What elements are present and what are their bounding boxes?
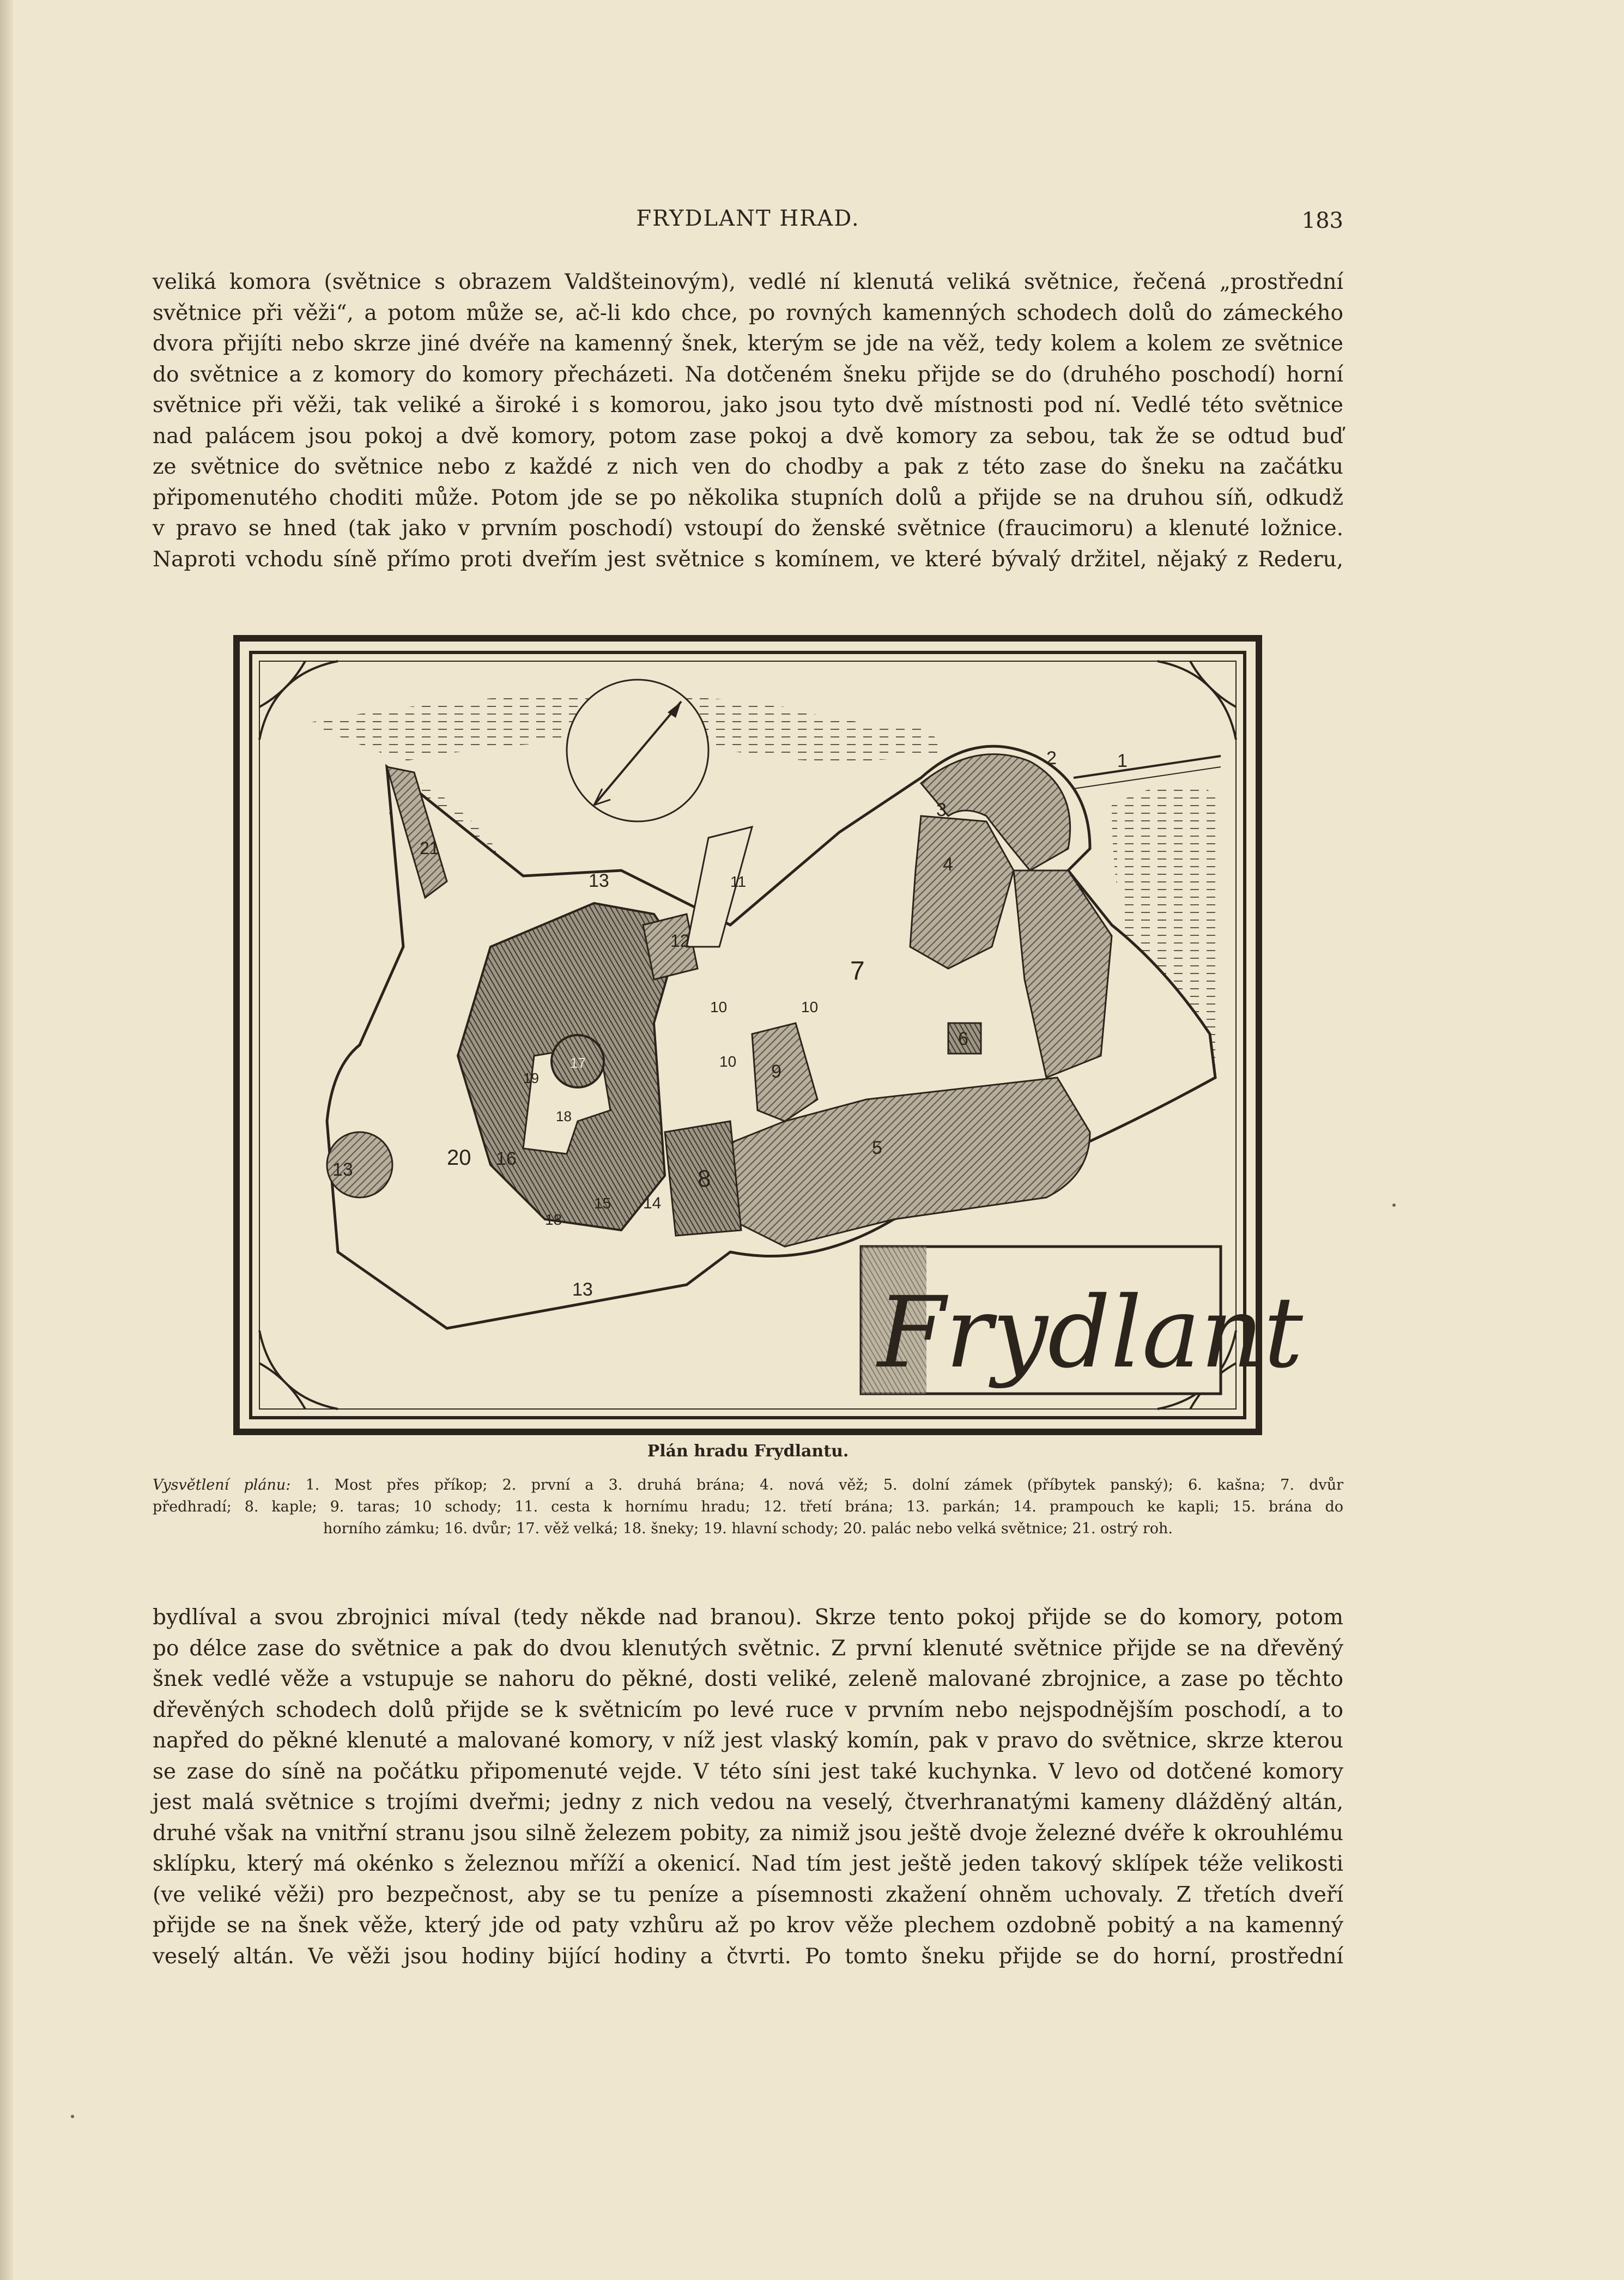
- castle-plan-illustration: [233, 635, 1303, 1435]
- plan-caption-title: Plán hradu Frydlantu.: [647, 1442, 849, 1461]
- text-line: Naproti vchodu síně přímo proti dveřím jest světnice s komínem, ve které bývalý držitel, nějaký z Rederu,: [153, 547, 1343, 572]
- text-line: bydlíval a svou zbrojnici míval (tedy někde nad branou). Skrze tento pokoj přijde se do komory, potom: [153, 1605, 1343, 1630]
- plan-label: 8: [698, 1165, 711, 1192]
- text-line: světnice při věži“, a potom může se, ač-li kdo chce, po rovných kamenných schodech dolů do zámeckého: [153, 300, 1343, 325]
- text-line: dvora přijíti nebo skrze jiné dvéře na kamenný šnek, kterým se jde na věž, tedy kolem a kolem ze světnice: [153, 331, 1343, 356]
- plan-title-lettering: Frydlant: [877, 1276, 1303, 1390]
- text-line: připomenutého choditi může. Potom jde se po několika stupních dolů a přijde se na druhou síň, odkudž: [153, 485, 1343, 510]
- text-line: sklípku, který má okénko s železnou mříží a okenicí. Nad tím jest ještě jeden takový sklípek téže velikosti: [153, 1852, 1343, 1876]
- legend-lead: Vysvětlení plánu:: [153, 1477, 291, 1493]
- legend-text: 1. Most přes příkop; 2. první a 3. druhá brána; 4. nová věž; 5. dolní zámek (příbytek panský); 6. kašna; 7. dvůr: [305, 1477, 1343, 1493]
- plan-caption-legend: [153, 1474, 1343, 1540]
- legend-line: horního zámku; 16. dvůr; 17. věž velká; 18. šneky; 19. hlavní schody; 20. palác nebo velká světnice; 21. ostrý roh.: [323, 1520, 1173, 1537]
- plan-label: 18: [556, 1108, 572, 1124]
- plan-label: 10: [710, 999, 728, 1015]
- plan-label: 5: [872, 1138, 882, 1158]
- compass-rose-icon: [567, 680, 708, 821]
- text-line: ze světnice do světnice nebo z každé z nich ven do chodby a pak z této zase do šneku na začátku: [153, 455, 1343, 479]
- plan-label: 10: [719, 1053, 737, 1070]
- text-line: do světnice a z komory do komory přecházeti. Na dotčeném šneku přijde se do (druhého poschodí) horní: [153, 362, 1343, 387]
- running-head: FRYDLANT HRAD.: [636, 206, 860, 231]
- text-line: veliká komora (světnice s obrazem Valdšteinovým), vedlé ní klenutá veliká světnice, řečená „prostřední: [153, 270, 1343, 294]
- plan-label: 19: [523, 1070, 539, 1086]
- text-line: veselý altán. Ve věži jsou hodiny bijící hodiny a čtvrti. Po tomto šneku přijde se do horní, prostřední: [153, 1944, 1343, 1969]
- plan-label: 3: [936, 800, 947, 820]
- plan-label: 18: [545, 1211, 562, 1228]
- plan-label: 21: [420, 838, 439, 858]
- legend-line: předhradí; 8. kaple; 9. taras; 10 schody; 11. cesta k hornímu hradu; 12. třetí brána; 13. parkán; 14. prampouch ke kapli; 15. brána do: [153, 1498, 1343, 1515]
- plan-label: 20: [447, 1146, 471, 1170]
- castle-plan-drawing: [240, 642, 1303, 1429]
- plan-label: 10: [801, 999, 819, 1015]
- plan-label: 12: [670, 931, 690, 951]
- page-header: [153, 206, 1343, 239]
- paragraph-bottom: [153, 1602, 1343, 1972]
- plan-label: 14: [643, 1194, 662, 1212]
- plan-label: 13: [589, 870, 609, 891]
- text-line: světnice při věži, tak veliké a široké i s komorou, jako jsou tyto dvě místnosti pod ní. Vedlé této světnice: [153, 393, 1343, 418]
- text-line: přijde se na šnek věže, který jde od paty vzhůru až po krov věže plechem ozdobně pobitý a na kamenný: [153, 1913, 1343, 1938]
- page-binding-edge: [0, 0, 13, 2280]
- plan-label: 4: [943, 854, 953, 875]
- plan-label: 9: [771, 1061, 781, 1082]
- legend-line: [153, 1474, 1343, 1496]
- plan-label: 13: [332, 1159, 353, 1180]
- plan-label: 11: [730, 873, 747, 890]
- margin-speck: [1392, 1203, 1396, 1207]
- text-line: druhé však na vnitřní stranu jsou silně železem pobity, za nimiž jsou ještě dvoje železné dvéře k okrouhlému: [153, 1821, 1343, 1846]
- paragraph-top: [153, 267, 1343, 575]
- plan-label: 1: [1117, 751, 1128, 771]
- page-number: 183: [1301, 208, 1343, 233]
- plan-label: 2: [1046, 748, 1057, 769]
- text-line: se zase do síně na počátku připomenuté vejde. V této síni jest také kuchynka. V levo od dotčené komory: [153, 1759, 1343, 1784]
- text-line: šnek vedlé věže a vstupuje se nahoru do pěkné, dosti veliké, zeleně malované zbrojnice, a zase po těchto: [153, 1667, 1343, 1691]
- text-line: (ve veliké věži) pro bezpečnost, aby se tu peníze a písemnosti zkažení ohněm uchovaly. Z třetích dveří: [153, 1882, 1343, 1907]
- text-line: jest malá světnice s trojími dveřmi; jedny z nich vedou na veselý, čtverhranatými kameny dlážděný altán,: [153, 1790, 1343, 1815]
- plan-label: 15: [594, 1195, 611, 1212]
- plan-label: 17: [570, 1055, 586, 1071]
- text-line: dřevěných schodech dolů přijde se k světnicím po levé ruce v prvním nebo nejspodnějším poschodí, a to: [153, 1697, 1343, 1722]
- text-line: po délce zase do světnice a pak do dvou klenutých světnic. Z první klenuté světnice přijde se na dřevěný: [153, 1636, 1343, 1661]
- bridge-over-moat: [1074, 756, 1221, 778]
- text-line: nad palácem jsou pokoj a dvě komory, potom zase pokoj a dvě komory za sebou, tak že se odtud buď: [153, 424, 1343, 449]
- plan-label: 16: [496, 1148, 517, 1169]
- plan-label: 13: [572, 1279, 593, 1300]
- plan-label: 7: [850, 957, 865, 985]
- plan-label: 6: [958, 1029, 968, 1049]
- bridge-over-moat-rail: [1074, 767, 1221, 789]
- text-line: napřed do pěkné klenuté a malované komory, v níž jest vlaský komín, pak v pravo do světnice, skrze kterou: [153, 1728, 1343, 1753]
- margin-speck: [71, 2115, 74, 2118]
- text-line: v pravo se hned (tak jako v prvním poschodí) vstoupí do ženské světnice (fraucimoru) a klenuté ložnice.: [153, 516, 1343, 541]
